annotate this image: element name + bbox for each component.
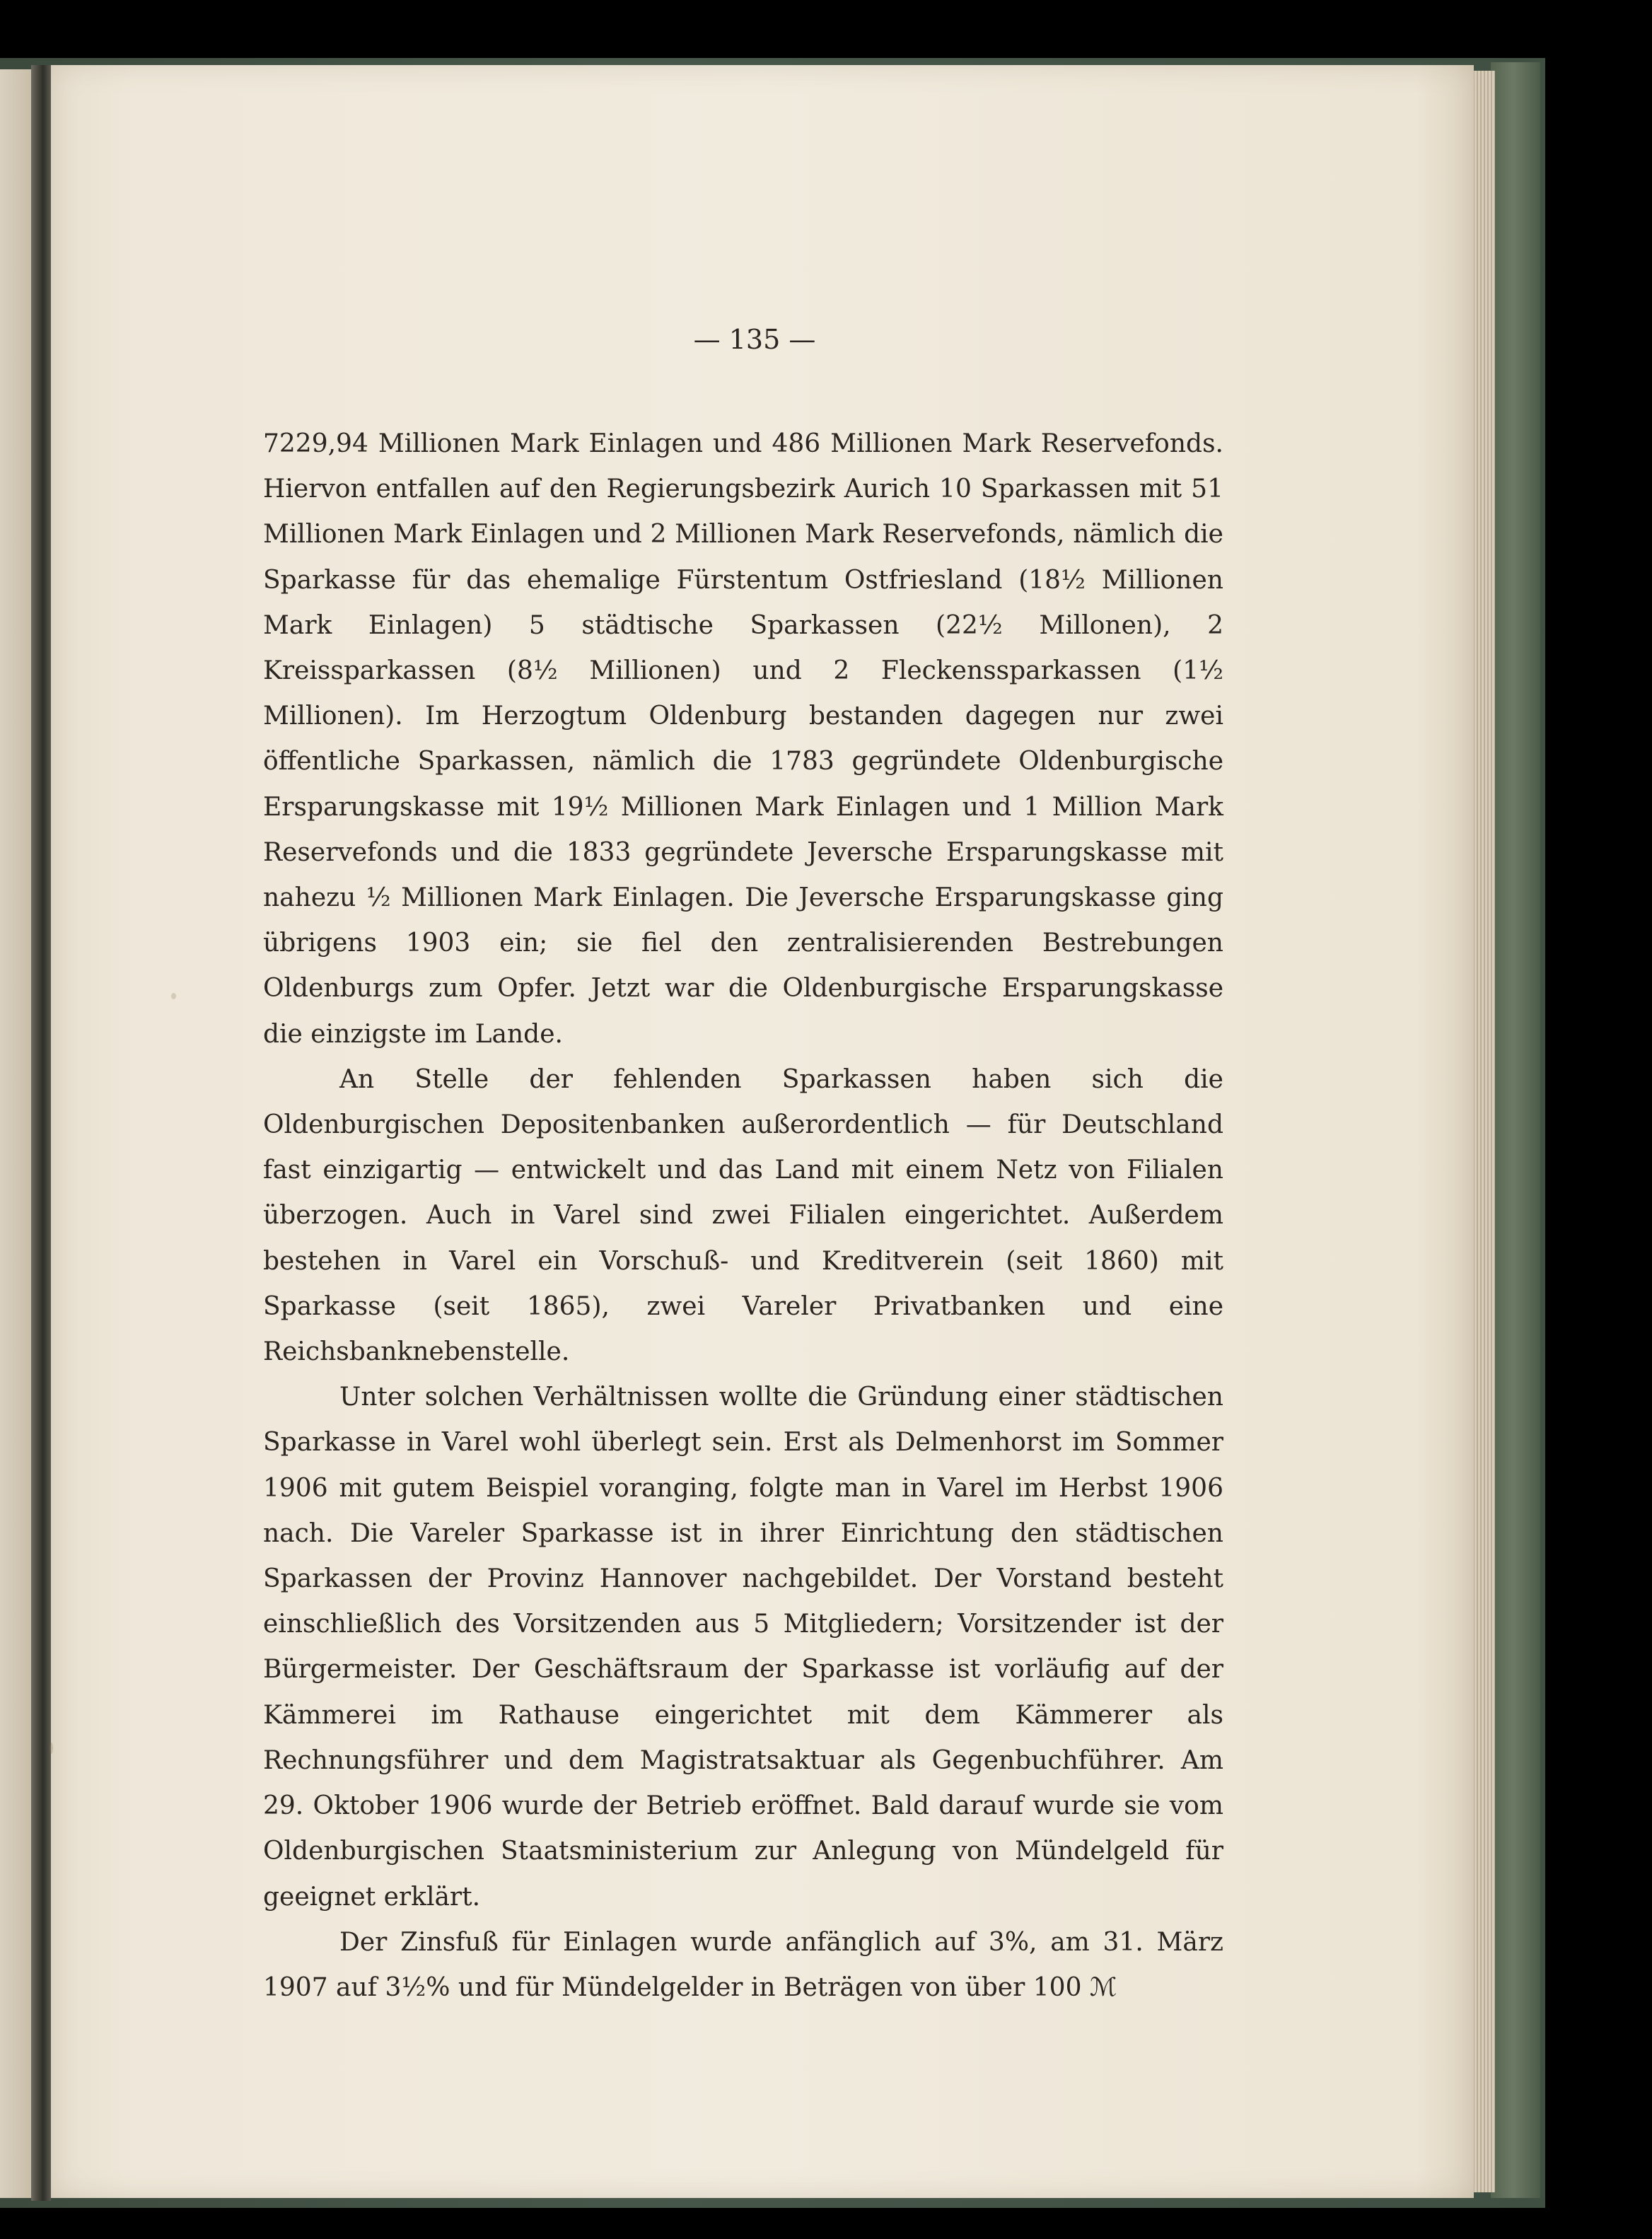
paper-speck	[171, 993, 176, 999]
paper-speck	[50, 1743, 53, 1754]
page-number: — 135 —	[693, 324, 816, 355]
left-facing-page	[0, 69, 31, 2198]
book-page	[51, 65, 1474, 2198]
paragraph-4: Der Zinsfuß für Einlagen wurde anfänglich auf 3%, am 31. März 1907 auf 3½% und für Mündelgelder in Beträgen von über 100 ℳ	[263, 1927, 1223, 2002]
page-edges	[1471, 71, 1495, 2192]
paragraph-1: 7229,94 Millionen Mark Einlagen und 486 Millionen Mark Reservefonds. Hiervon entfallen auf den Regierungsbezirk Aurich 10 Sparkassen mit 51 Millionen Mark Einlagen und 2 Millionen Mark Reservefonds, nämlich die Sparkasse für das ehemalige Fürstentum Ostfriesland (18½ Millionen Mark Einlagen) 5 städtische Sparkassen (22½ Millonen), 2 Kreissparkassen (8½ Millionen) und 2 Fleckenssparkassen (1½ Millionen). Im Herzogtum Oldenburg bestanden dagegen nur zwei öffentliche Sparkassen, nämlich die 1783 gegründete Oldenburgische Ersparungskasse mit 19½ Millionen Mark Einlagen und 1 Million Mark Reservefonds und die 1833 gegründete Jeversche Ersparungskasse mit nahezu ½ Millionen Mark Einlagen. Die Jeversche Ersparungskasse ging übrigens 1903 ein; sie fiel den zentralisierenden Bestrebungen Oldenburgs zum Opfer. Jetzt war die Oldenburgische Ersparungskasse die einzigste im Lande.	[263, 429, 1223, 1049]
paragraph-2: An Stelle der fehlenden Sparkassen haben sich die Oldenburgischen Depositenbanken außerordentlich — für Deutschland fast einzigartig — entwickelt und das Land mit einem Netz von Filialen überzogen. Auch in Varel sind zwei Filialen eingerichtet. Außerdem bestehen in Varel ein Vorschuß- und Kreditverein (seit 1860) mit Sparkasse (seit 1865), zwei Vareler Privatbanken und eine Reichsbanknebenstelle.	[263, 1064, 1223, 1367]
book-gutter	[31, 65, 51, 2201]
paragraph-3: Unter solchen Verhältnissen wollte die Gründung einer städtischen Sparkasse in Varel wohl überlegt sein. Erst als Delmenhorst im Sommer 1906 mit gutem Beispiel voranging, folgte man in Varel im Herbst 1906 nach. Die Vareler Sparkasse ist in ihrer Einrichtung den städtischen Sparkassen der Provinz Hannover nachgebildet. Der Vorstand besteht einschließlich des Vorsitzenden aus 5 Mitgliedern; Vorsitzender ist der Bürgermeister. Der Geschäftsraum der Sparkasse ist vorläufig auf der Kämmerei im Rathause eingerichtet mit dem Kämmerer als Rechnungsführer und dem Magistratsaktuar als Gegenbuchführer. Am 29. Oktober 1906 wurde der Betrieb eröffnet. Bald darauf wurde sie vom Oldenburgischen Staatsministerium zur Anlegung von Mündelgeld für geeignet erklärt.	[263, 1383, 1223, 1912]
page-body	[263, 421, 1223, 2011]
cover-edge	[1491, 62, 1540, 2198]
